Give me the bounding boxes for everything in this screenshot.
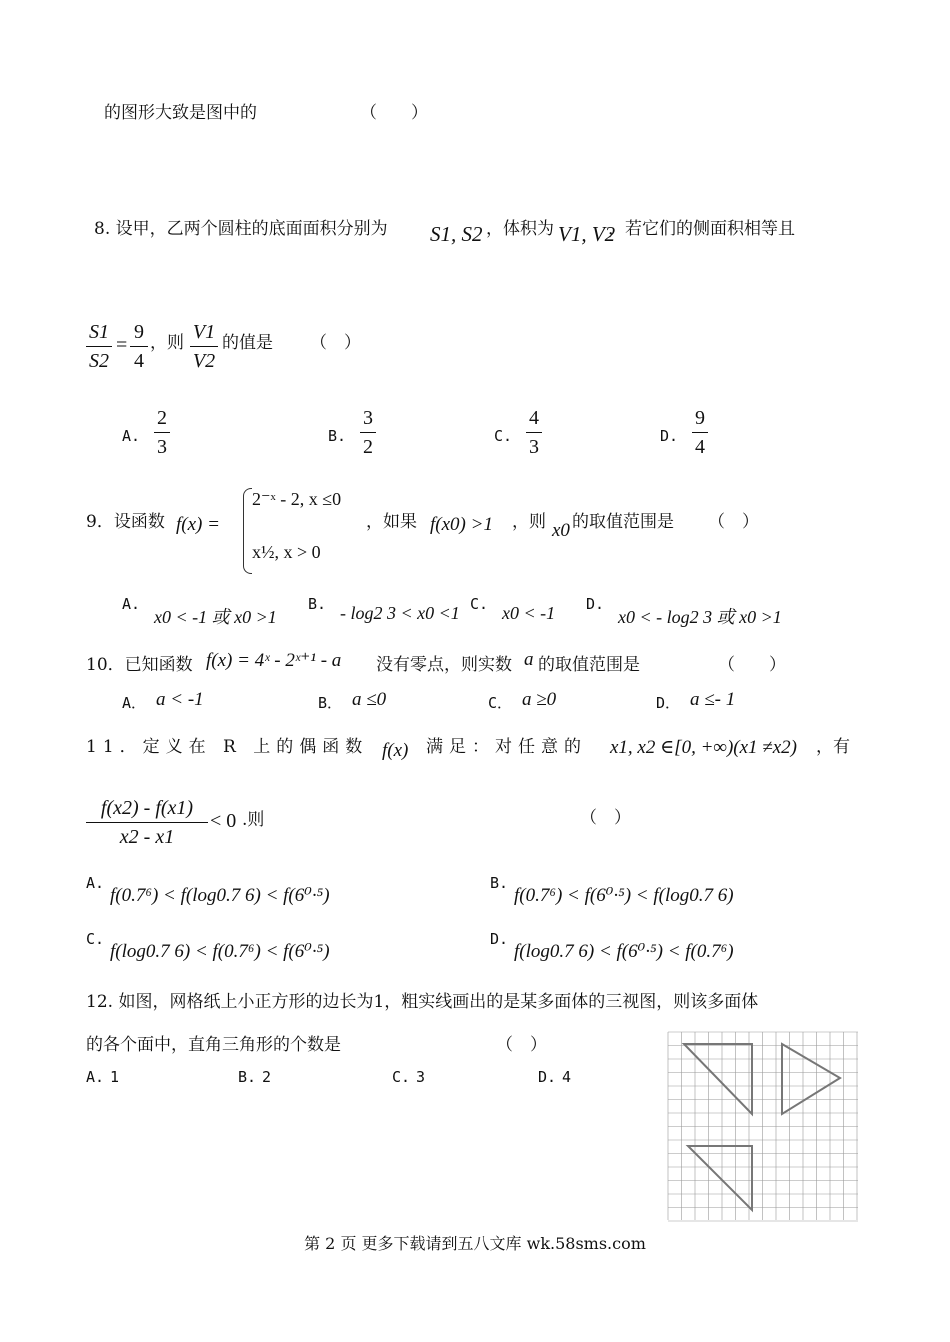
q8-prefix: 8. 设甲，乙两个圆柱的底面面积分别为 [94,219,388,239]
q9-option-label: B. [308,595,327,613]
q8-option-fraction [526,406,542,459]
q8-option-fraction [154,406,170,459]
q12-line2: 的各个面中，直角三角形的个数是 [86,1035,341,1055]
q8-ratio-value [130,320,148,373]
q8-ask-num: V1 [192,321,216,343]
q8-ask-den: V2 [192,350,216,372]
q9-func: f(x) = [176,514,220,535]
q10-option-text: a ≤0 [352,689,387,710]
q12-option-value: 1 [110,1068,120,1086]
q8-ask [190,320,218,373]
q11-fraction [86,796,208,849]
q12-option-value: 2 [262,1068,272,1086]
q8-v-pair: V1, V2 [558,222,616,246]
q8-ratio-value-num: 9 [134,321,144,343]
q11-ineq: < 0 [210,810,237,832]
q9-paren: （ ） [708,512,759,532]
q9-prefix: 9．设函数 [86,512,165,532]
q10-tail: 的取值范围是 [538,655,640,675]
q8-mid: ，体积为 [486,219,554,239]
q8-option-label: B. [328,427,347,445]
q9-option-label: A. [122,595,141,613]
q8-paren: （ ） [310,333,361,353]
q10-prefix: 10．已知函数 [86,655,193,675]
q8-option-den: 3 [157,436,167,458]
q8-option-num: 9 [695,407,705,429]
q8-option-num: 4 [529,407,539,429]
q10-paren: （ ） [718,655,786,675]
q9-option-text: x0 < -1 或 x0 >1 [154,607,277,627]
q9-var: x0 [552,520,570,541]
q12-option-value: 3 [416,1068,426,1086]
q9-tail: 的取值范围是 [572,512,674,532]
q11-then: .则 [242,810,265,830]
q10-func: f(x) = 4ˣ - 2ˣ⁺¹ - a [206,650,342,671]
q8-suffix: ，若它们的侧面积相等且 [608,219,795,239]
q8-option-fraction [360,406,376,459]
q10-mid: 没有零点，则实数 [376,655,512,675]
q9-if: ，如果 [366,512,417,532]
q7-paren: （ ） [360,103,428,123]
three-view-figure [664,1030,862,1222]
front-view-triangle [684,1044,752,1114]
q10-option-text: a ≥0 [522,689,557,710]
q12-option-label: B. [238,1068,257,1086]
side-view-triangle [782,1044,840,1114]
q8-s-pair: S1, S2 [430,222,483,246]
q10-option-label: A． [122,694,147,712]
q8-ratio-value-den: 4 [134,350,144,372]
q11-have: ，有 [816,737,850,757]
q11-option-label: D. [490,930,509,948]
q8-ratio-den: S2 [89,350,109,372]
q11-option-text: f(log0.7 6) < f(0.7⁶) < f(6⁰·⁵) [110,941,330,962]
q8-option-num: 3 [363,407,373,429]
q9-brace [243,488,252,574]
q12-option-label: A. [86,1068,105,1086]
q11-cond: x1, x2 ∈[0, +∞)(x1 ≠x2) [610,737,797,758]
q12-option-label: C. [392,1068,411,1086]
q8-ask-tail: 的值是 [222,333,273,353]
q11-option-label: A. [86,874,105,892]
q8-option-den: 4 [695,436,705,458]
q8-option-num: 2 [157,407,167,429]
q12-option-value: 4 [562,1068,572,1086]
q9-case2: x½, x > 0 [252,542,321,562]
q11-option-label: C. [86,930,105,948]
q9-option-text: x0 < -1 [502,603,556,623]
q9-option-label: D. [586,595,605,613]
q7-tail: 的图形大致是图中的 [104,103,257,123]
q8-then: ，则 [150,333,184,353]
q10-option-label: B． [318,694,343,712]
q9-option-text: - log2 3 < x0 <1 [340,603,460,623]
q10-option-label: C． [488,694,513,712]
q8-option-label: C. [494,427,513,445]
q8-ratio [86,320,112,373]
q8-ratio-num: S1 [89,321,109,343]
q11-frac-num: f(x2) - f(x1) [100,797,194,819]
q11-line1b: 满足：对任意的 [426,737,587,757]
q9-option-label: C. [470,595,489,613]
q10-option-text: a < -1 [156,689,204,710]
grid-paper [668,1032,858,1221]
q11-option-text: f(log0.7 6) < f(6⁰·⁵) < f(0.7⁶) [514,941,734,962]
q8-option-den: 2 [363,436,373,458]
q10-option-text: a ≤- 1 [690,689,736,710]
q11-option-text: f(0.7⁶) < f(6⁰·⁵) < f(log0.7 6) [514,885,734,906]
q12-line1: 12. 如图，网格纸上小正方形的边长为1，粗实线画出的是某多面体的三视图，则该多面体 [86,992,759,1012]
q9-option-text: x0 < - log2 3 或 x0 >1 [618,607,782,627]
q8-option-fraction [692,406,708,459]
q9-then: ，则 [512,512,546,532]
q11-line1: 11．定义在 R 上的偶函数 [86,737,369,757]
top-view-triangle [688,1146,752,1210]
q11-fx: f(x) [382,740,409,761]
q8-option-den: 3 [529,436,539,458]
q11-paren: （ ） [580,808,631,828]
q11-option-label: B. [490,874,509,892]
q8-equals: = [116,334,128,356]
page-footer: 第 2 页 更多下载请到五八文库 wk.58sms.com [304,1234,646,1253]
q9-cond: f(x0) >1 [430,514,493,535]
q10-option-label: D． [656,694,681,712]
q12-option-label: D. [538,1068,557,1086]
q11-frac-den: x2 - x1 [119,826,175,848]
q10-var: a [524,649,534,670]
q8-option-label: D. [660,427,679,445]
q8-option-label: A. [122,427,141,445]
q11-option-text: f(0.7⁶) < f(log0.7 6) < f(6⁰·⁵) [110,885,330,906]
q12-paren: （ ） [496,1035,547,1055]
q9-case1: 2⁻ˣ - 2, x ≤0 [252,489,342,509]
